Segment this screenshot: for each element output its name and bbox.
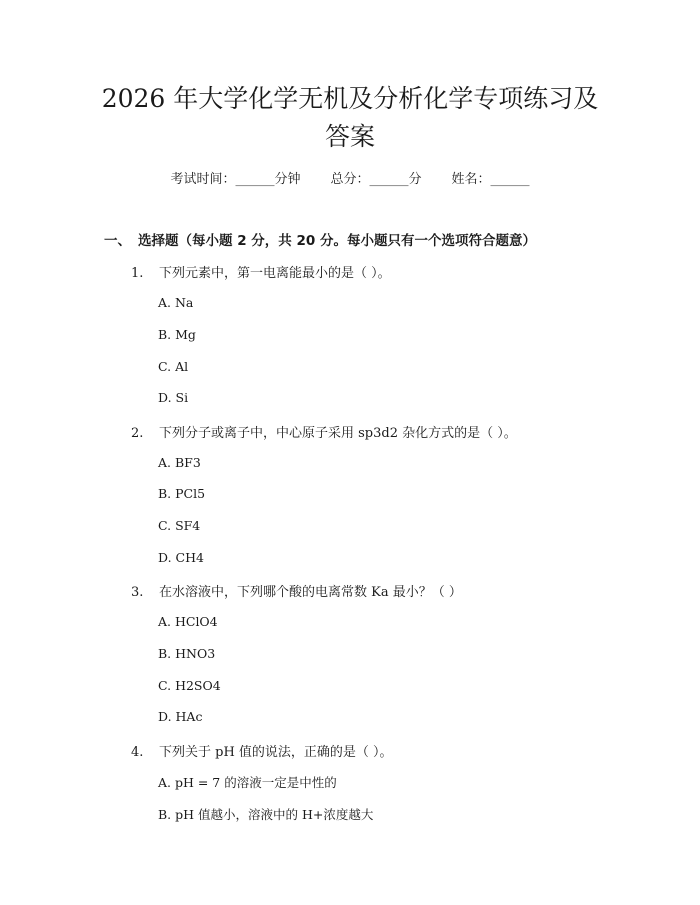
exam-info <box>0 168 700 187</box>
question-text: 下列关于 pH 值的说法，正确的是（ ）。 <box>159 745 393 760</box>
option-1b: B. Mg <box>158 327 196 342</box>
option-3c: C. H2SO4 <box>158 678 221 693</box>
page-title <box>90 80 610 156</box>
question-number: 1. <box>131 266 144 281</box>
option-2a: A. BF3 <box>158 455 201 470</box>
question-number: 2. <box>131 426 144 441</box>
question-2 <box>131 422 517 441</box>
exam-time: 考试时间：______分钟 <box>170 172 301 187</box>
option-1c: C. Al <box>158 359 189 374</box>
option-3a: A. HClO4 <box>158 614 218 629</box>
option-3d: D. HAc <box>158 709 203 724</box>
option-1d: D. Si <box>158 390 189 405</box>
option-4b: B. pH 值越小，溶液中的 H+浓度越大 <box>158 807 374 822</box>
title-line-1: 2026 年大学化学无机及分析化学专项练习及 <box>101 84 599 113</box>
title-line-2: 答案 <box>324 122 375 151</box>
question-number: 4. <box>131 745 144 760</box>
question-3 <box>131 581 462 600</box>
question-number: 3. <box>131 585 144 600</box>
option-3b: B. HNO3 <box>158 646 216 661</box>
option-2d: D. CH4 <box>158 550 204 565</box>
total-score: 总分：______分 <box>330 172 422 187</box>
student-name: 姓名：______ <box>451 172 530 187</box>
section-title: 选择题（每小题 2 分，共 20 分。每小题只有一个选项符合题意） <box>138 233 536 249</box>
section-heading <box>104 229 536 249</box>
option-4a: A. pH = 7 的溶液一定是中性的 <box>158 775 337 790</box>
question-4 <box>131 741 393 760</box>
question-text: 在水溶液中，下列哪个酸的电离常数 Ka 最小？（ ） <box>159 585 462 600</box>
option-1a: A. Na <box>158 295 194 310</box>
question-1 <box>131 262 391 281</box>
option-2b: B. PCl5 <box>158 486 206 501</box>
question-text: 下列分子或离子中，中心原子采用 sp3d2 杂化方式的是（ ）。 <box>159 426 517 441</box>
question-text: 下列元素中，第一电离能最小的是（ ）。 <box>159 266 391 281</box>
option-2c: C. SF4 <box>158 518 201 533</box>
section-number: 一、 <box>104 233 131 249</box>
